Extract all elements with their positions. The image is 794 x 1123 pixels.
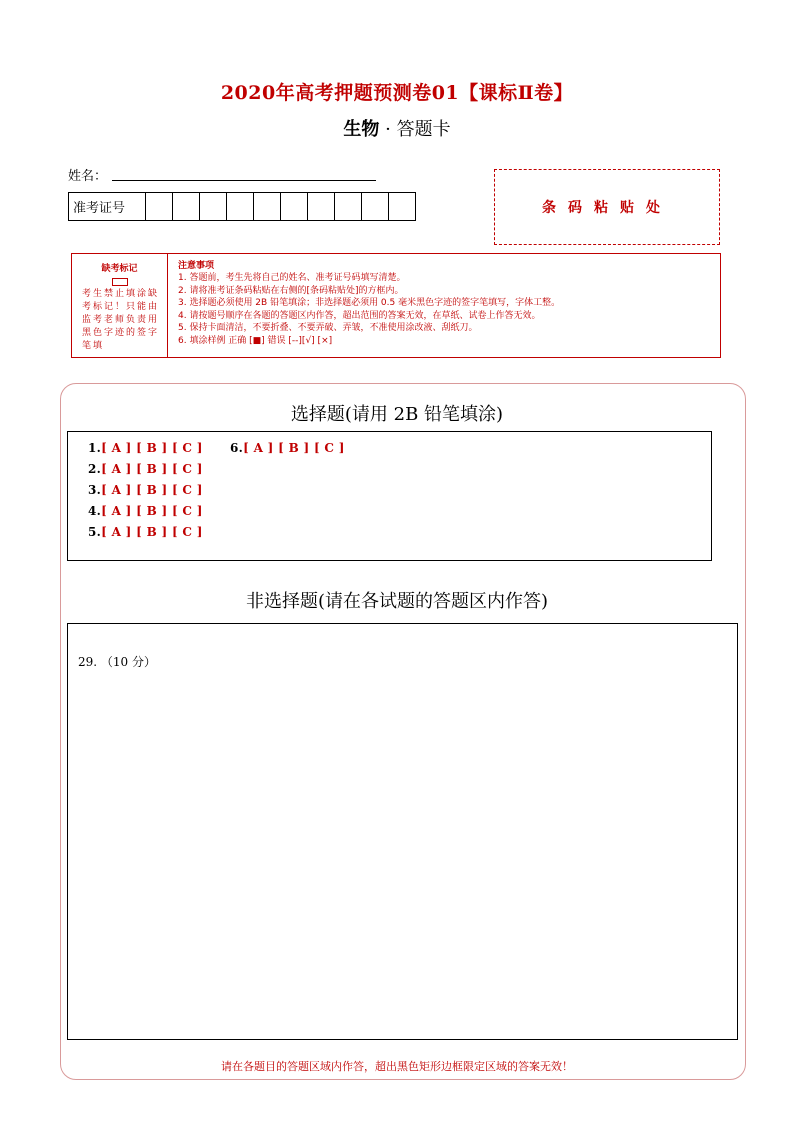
notice-item: 1. 答题前，考生先将自己的姓名、准考证号码填写清楚。 (178, 273, 406, 283)
card-label: 答题卡 (396, 119, 451, 140)
question-options[interactable]: [ A ] [ B ] [ C ] (101, 441, 203, 455)
choice-question[interactable] (88, 483, 203, 497)
question-number: 1. (88, 441, 102, 455)
exam-id-cell[interactable] (362, 193, 389, 221)
question-number: 4. (88, 504, 102, 518)
choice-answer-box (67, 431, 712, 561)
name-field-line[interactable] (112, 180, 376, 181)
barcode-area (494, 169, 720, 245)
exam-title: 2020年高考押题预测卷01【课标Ⅱ卷】 (220, 82, 574, 104)
name-label: 姓名： (68, 169, 108, 184)
notice-item: 5. 保持卡面清洁，不要折叠、不要弄破、弄皱，不准使用涂改液、刮纸刀。 (178, 323, 478, 334)
notice-item: 3. 选择题必须使用 2B 铅笔填涂；非选择题必须用 0.5 毫米黑色字迹的签字笔填写，字体工整。 (178, 298, 561, 309)
nonchoice-section-title: 非选择题(请在各试题的答题区内作答) (245, 591, 549, 612)
exam-id-cell[interactable] (308, 193, 335, 221)
choice-question[interactable] (88, 441, 203, 455)
exam-id-cell[interactable] (146, 193, 173, 221)
exam-id-table (68, 192, 416, 221)
question-29-label: 29. （10 分） (78, 655, 156, 669)
exam-subtitle (0, 115, 794, 141)
notice-item: 6. 填涂样例 正确 [■] 错误 [--][√] [×] (178, 335, 333, 346)
choice-section-title: 选择题(请用 2B 铅笔填涂) (290, 404, 504, 425)
choice-question[interactable] (88, 462, 203, 476)
question-options[interactable]: [ A ] [ B ] [ C ] (101, 462, 203, 476)
footer-warning: 请在各题目的答题区域内作答，超出黑色矩形边框限定区域的答案无效！ (221, 1060, 573, 1073)
choice-question[interactable] (88, 504, 203, 518)
notice-list (178, 258, 560, 348)
exam-id-label: 准考证号 (69, 193, 146, 221)
exam-id-cell[interactable] (335, 193, 362, 221)
choice-question[interactable] (230, 441, 345, 455)
question-options[interactable]: [ A ] [ B ] [ C ] (101, 504, 203, 518)
exam-id-cell[interactable] (254, 193, 281, 221)
missing-mark-box (72, 254, 168, 357)
notice-item: 4. 请按题号顺序在各题的答题区内作答，超出范围的答案无效，在草纸、试卷上作答无效。 (178, 310, 541, 321)
exam-id-cell[interactable] (227, 193, 254, 221)
question-number: 3. (88, 483, 102, 497)
question-29-answer-box[interactable] (67, 623, 738, 1040)
exam-id-cell[interactable] (389, 193, 416, 221)
notice-box (71, 253, 721, 358)
exam-id-cell[interactable] (281, 193, 308, 221)
notice-title: 注意事项 (178, 261, 215, 271)
question-number: 6. (230, 441, 244, 455)
question-number: 5. (88, 525, 102, 539)
question-number: 2. (88, 462, 102, 476)
missing-mark-text: 考生禁止填涂缺考标记！只能由监考老师负责用黑色字迹的签字笔填 (82, 289, 160, 351)
notice-item: 2. 请将准考证条码粘贴在右侧的[条码粘贴处]的方框内。 (178, 285, 404, 296)
question-options[interactable]: [ A ] [ B ] [ C ] (243, 441, 345, 455)
question-options[interactable]: [ A ] [ B ] [ C ] (101, 525, 203, 539)
barcode-label: 条码粘贴处 (542, 200, 672, 216)
missing-mark-title: 缺考标记 (101, 264, 138, 274)
choice-question[interactable] (88, 525, 203, 539)
question-options[interactable]: [ A ] [ B ] [ C ] (101, 483, 203, 497)
exam-id-cell[interactable] (200, 193, 227, 221)
subject-label: 生物 (343, 119, 380, 140)
subtitle-separator: · (379, 119, 397, 140)
exam-id-cell[interactable] (173, 193, 200, 221)
missing-mark-checkbox[interactable] (112, 278, 128, 286)
